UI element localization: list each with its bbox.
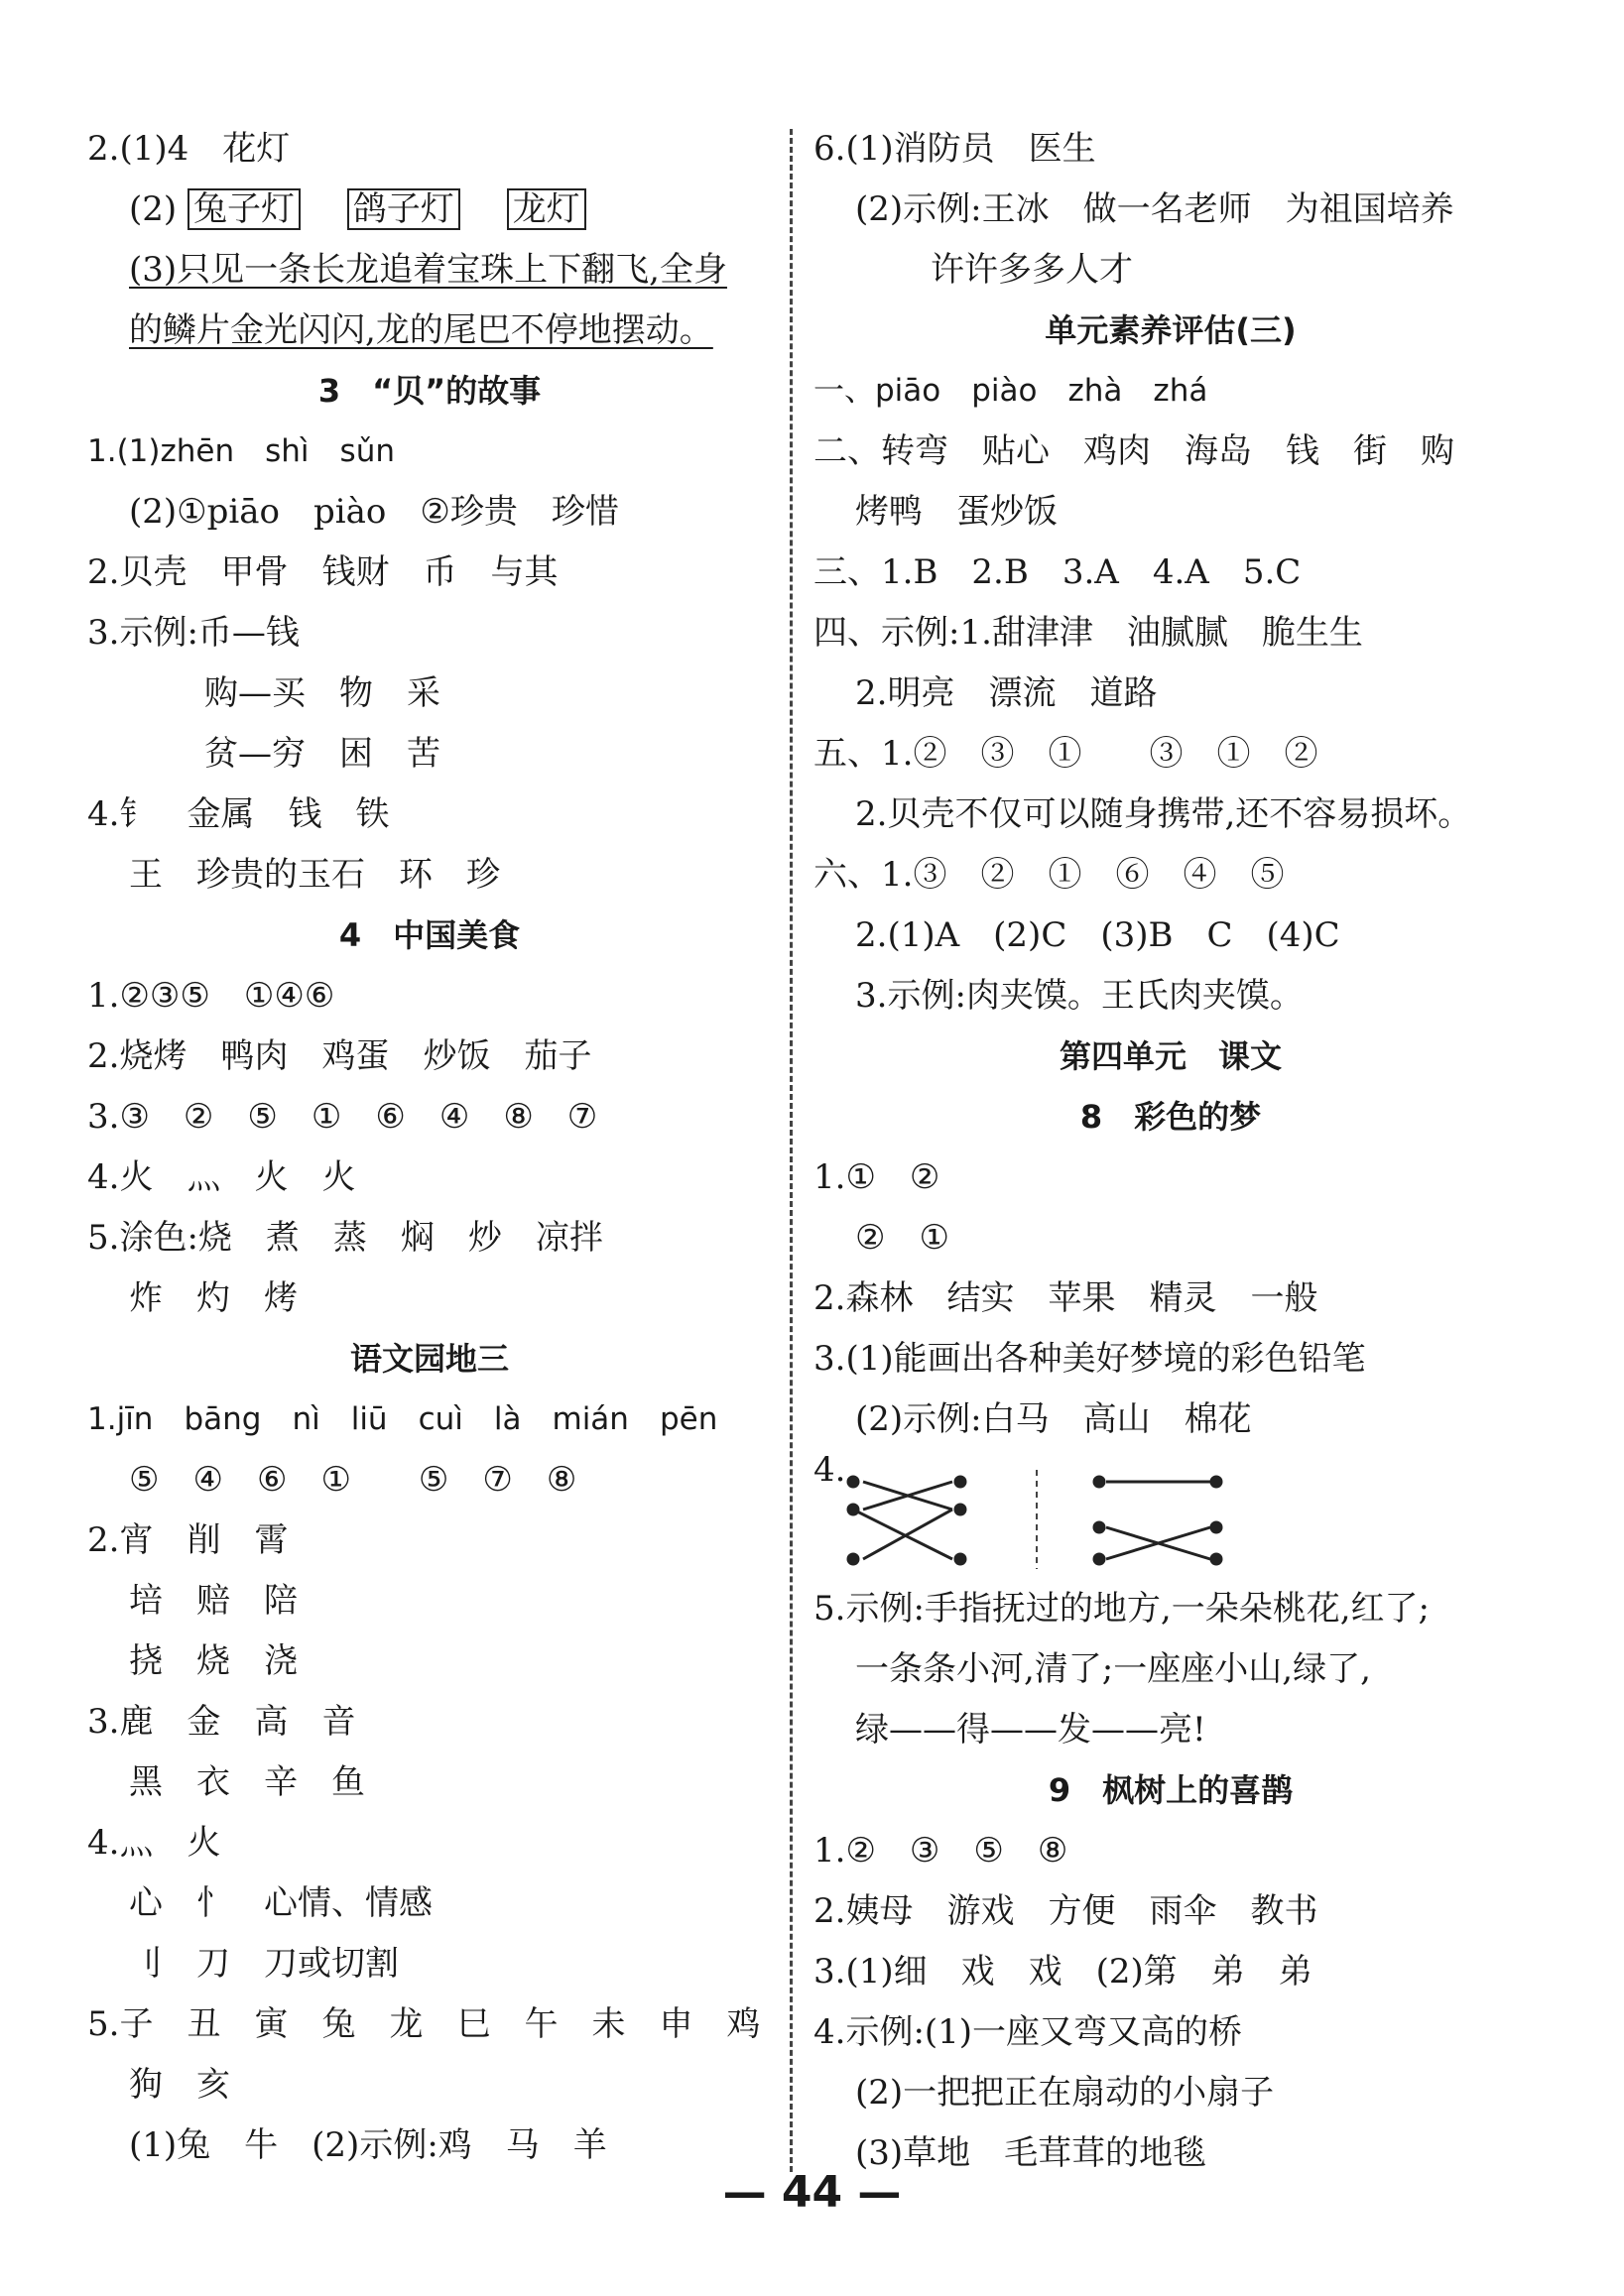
answer-line: 烤鸭 蛋炒饭	[855, 492, 1058, 532]
answer-label: 4.	[813, 1450, 846, 1490]
answer-line: 一条条小河,清了;一座座小山,绿了,	[855, 1649, 1371, 1689]
answer-line: 2.烧烤 鸭肉 鸡蛋 炒饭 茄子	[87, 1036, 592, 1076]
left-column	[87, 119, 772, 2176]
answer-line: 2.(1)4 花灯	[87, 129, 291, 169]
answer-line: 2.明亮 漂流 道路	[855, 673, 1158, 713]
answer-line: 4.钅 金属 钱 铁	[87, 794, 390, 834]
answer-line: 二、转弯 贴心 鸡肉 海岛 钱 街 购	[813, 431, 1454, 471]
boxed-answer: 兔子灯	[187, 188, 301, 230]
answer-line: 3.(1)能画出各种美好梦境的彩色铅笔	[813, 1339, 1366, 1379]
answer-line: 一、piāo piào zhà zhá	[813, 373, 1208, 409]
answer-line: ⑤ ④ ⑥ ① ⑤ ⑦ ⑧	[129, 1460, 577, 1500]
answer-line: 4.火 灬 火 火	[87, 1157, 356, 1197]
section-heading: 4 中国美食	[338, 916, 521, 954]
left-matching-group	[848, 1477, 965, 1564]
answer-line: 2.(1)A (2)C (3)B C (4)C	[855, 915, 1340, 955]
answer-line: 1.②③⑤ ①④⑥	[87, 976, 335, 1016]
answer-line: 1.(1)zhēn shì sǔn	[87, 433, 395, 469]
answer-line: 心 忄 心情、情感	[129, 1883, 433, 1923]
match-dot	[1094, 1477, 1104, 1487]
answer-line: 五、1.② ③ ① ③ ① ②	[813, 734, 1318, 774]
answer-line: 2.宵 削 霄	[87, 1520, 289, 1560]
match-dot	[1094, 1554, 1104, 1564]
answer-line: 2.森林 结实 苹果 精灵 一般	[813, 1278, 1318, 1318]
answer-line: 王 珍贵的玉石 环 珍	[129, 855, 500, 895]
answer-line: 3.示例:肉夹馍。王氏肉夹馍。	[855, 976, 1304, 1016]
section-heading: 3 “贝”的故事	[317, 372, 542, 410]
section-heading: 语文园地三	[349, 1340, 509, 1378]
match-dot	[1211, 1522, 1221, 1532]
answer-line: (2)示例:王冰 做一名老师 为祖国培养	[855, 189, 1454, 229]
answer-line: 3.示例:币—钱	[87, 613, 300, 653]
match-dot	[848, 1505, 858, 1514]
answer-line: (2)示例:白马 高山 棉花	[855, 1399, 1252, 1439]
answer-line: (2)①piāo piào ②珍贵 珍惜	[129, 492, 619, 532]
match-dot	[1211, 1477, 1221, 1487]
answer-line: 贫—穷 困 苦	[204, 734, 440, 774]
right-column	[813, 119, 1528, 2184]
underlined-answer: (3)只见一条长龙追着宝珠上下翻飞,全身	[129, 250, 727, 290]
matching-diagram	[813, 1450, 1528, 1579]
answer-line: 5.涂色:烧 煮 蒸 焖 炒 凉拌	[87, 1218, 603, 1258]
answer-line: (2)一把把正在扇动的小扇子	[855, 2073, 1275, 2113]
column-divider	[790, 129, 793, 2172]
boxed-answer: 鸽子灯	[347, 188, 460, 230]
answer-line: 1.jīn bāng nì liū cuì là mián pēn	[87, 1401, 718, 1437]
answer-line: 刂 刀 刀或切割	[129, 1944, 399, 1984]
match-dot	[848, 1477, 858, 1487]
right-matching-group	[1094, 1477, 1221, 1564]
answer-line: 1.② ③ ⑤ ⑧	[813, 1831, 1068, 1871]
page-number: — 44 —	[722, 2167, 902, 2218]
unit-heading: 第四单元 课文	[1059, 1037, 1282, 1075]
answer-line: (3)草地 毛茸茸的地毯	[855, 2133, 1207, 2173]
match-dot	[955, 1554, 965, 1564]
match-dot	[848, 1554, 858, 1564]
answer-line: ② ①	[855, 1218, 949, 1258]
answer-line: 六、1.③ ② ① ⑥ ④ ⑤	[813, 855, 1285, 895]
answer-line: 狗 亥	[129, 2065, 230, 2105]
answer-line-boxes	[87, 180, 772, 240]
match-dot	[955, 1505, 965, 1514]
answer-line: (1)兔 牛 (2)示例:鸡 马 羊	[129, 2125, 607, 2165]
answer-line: 2.贝壳 甲骨 钱财 币 与其	[87, 552, 559, 592]
answer-line: 2.贝壳不仅可以随身携带,还不容易损坏。	[855, 794, 1472, 834]
answer-line: 三、1.B 2.B 3.A 4.A 5.C	[813, 552, 1302, 592]
match-dot	[1094, 1522, 1104, 1532]
answer-line: 黑 衣 辛 鱼	[129, 1762, 365, 1802]
answer-line: 3.鹿 金 高 音	[87, 1702, 356, 1742]
boxed-answer: 龙灯	[507, 188, 586, 230]
answer-line: 5.示例:手指抚过的地方,一朵朵桃花,红了;	[813, 1589, 1430, 1629]
section-heading: 9 枫树上的喜鹊	[1048, 1771, 1294, 1809]
answer-line: 挠 烧 浇	[129, 1641, 298, 1681]
answer-line: 许许多多人才	[931, 250, 1133, 290]
answer-line: 4.灬 火	[87, 1823, 221, 1863]
answer-line: 6.(1)消防员 医生	[813, 129, 1096, 169]
answer-line: 1.① ②	[813, 1157, 940, 1197]
answer-prefix: (2)	[129, 189, 178, 229]
answer-line: 四、示例:1.甜津津 油腻腻 脆生生	[813, 613, 1363, 653]
match-dot	[1211, 1554, 1221, 1564]
answer-line: 3.(1)细 戏 戏 (2)第 弟 弟	[813, 1952, 1312, 1992]
answer-line: 5.子 丑 寅 兔 龙 巳 午 未 申 鸡	[87, 2004, 761, 2044]
answer-line: 绿——得——发——亮!	[855, 1710, 1206, 1750]
section-heading: 单元素养评估(三)	[1045, 311, 1297, 349]
answer-line: 3.③ ② ⑤ ① ⑥ ④ ⑧ ⑦	[87, 1097, 598, 1137]
answer-line: 4.示例:(1)一座又弯又高的桥	[813, 2012, 1243, 2052]
match-dot	[955, 1477, 965, 1487]
section-heading: 8 彩色的梦	[1079, 1098, 1262, 1136]
answer-line: 购—买 物 采	[204, 673, 440, 713]
answer-line: 培 赔 陪	[129, 1581, 298, 1621]
answer-line: 2.姨母 游戏 方便 雨伞 教书	[813, 1891, 1318, 1931]
answer-line: 炸 灼 烤	[129, 1278, 298, 1318]
matching-lines-figure	[833, 1450, 1310, 1569]
underlined-answer: 的鳞片金光闪闪,龙的尾巴不停地摆动。	[129, 310, 713, 350]
